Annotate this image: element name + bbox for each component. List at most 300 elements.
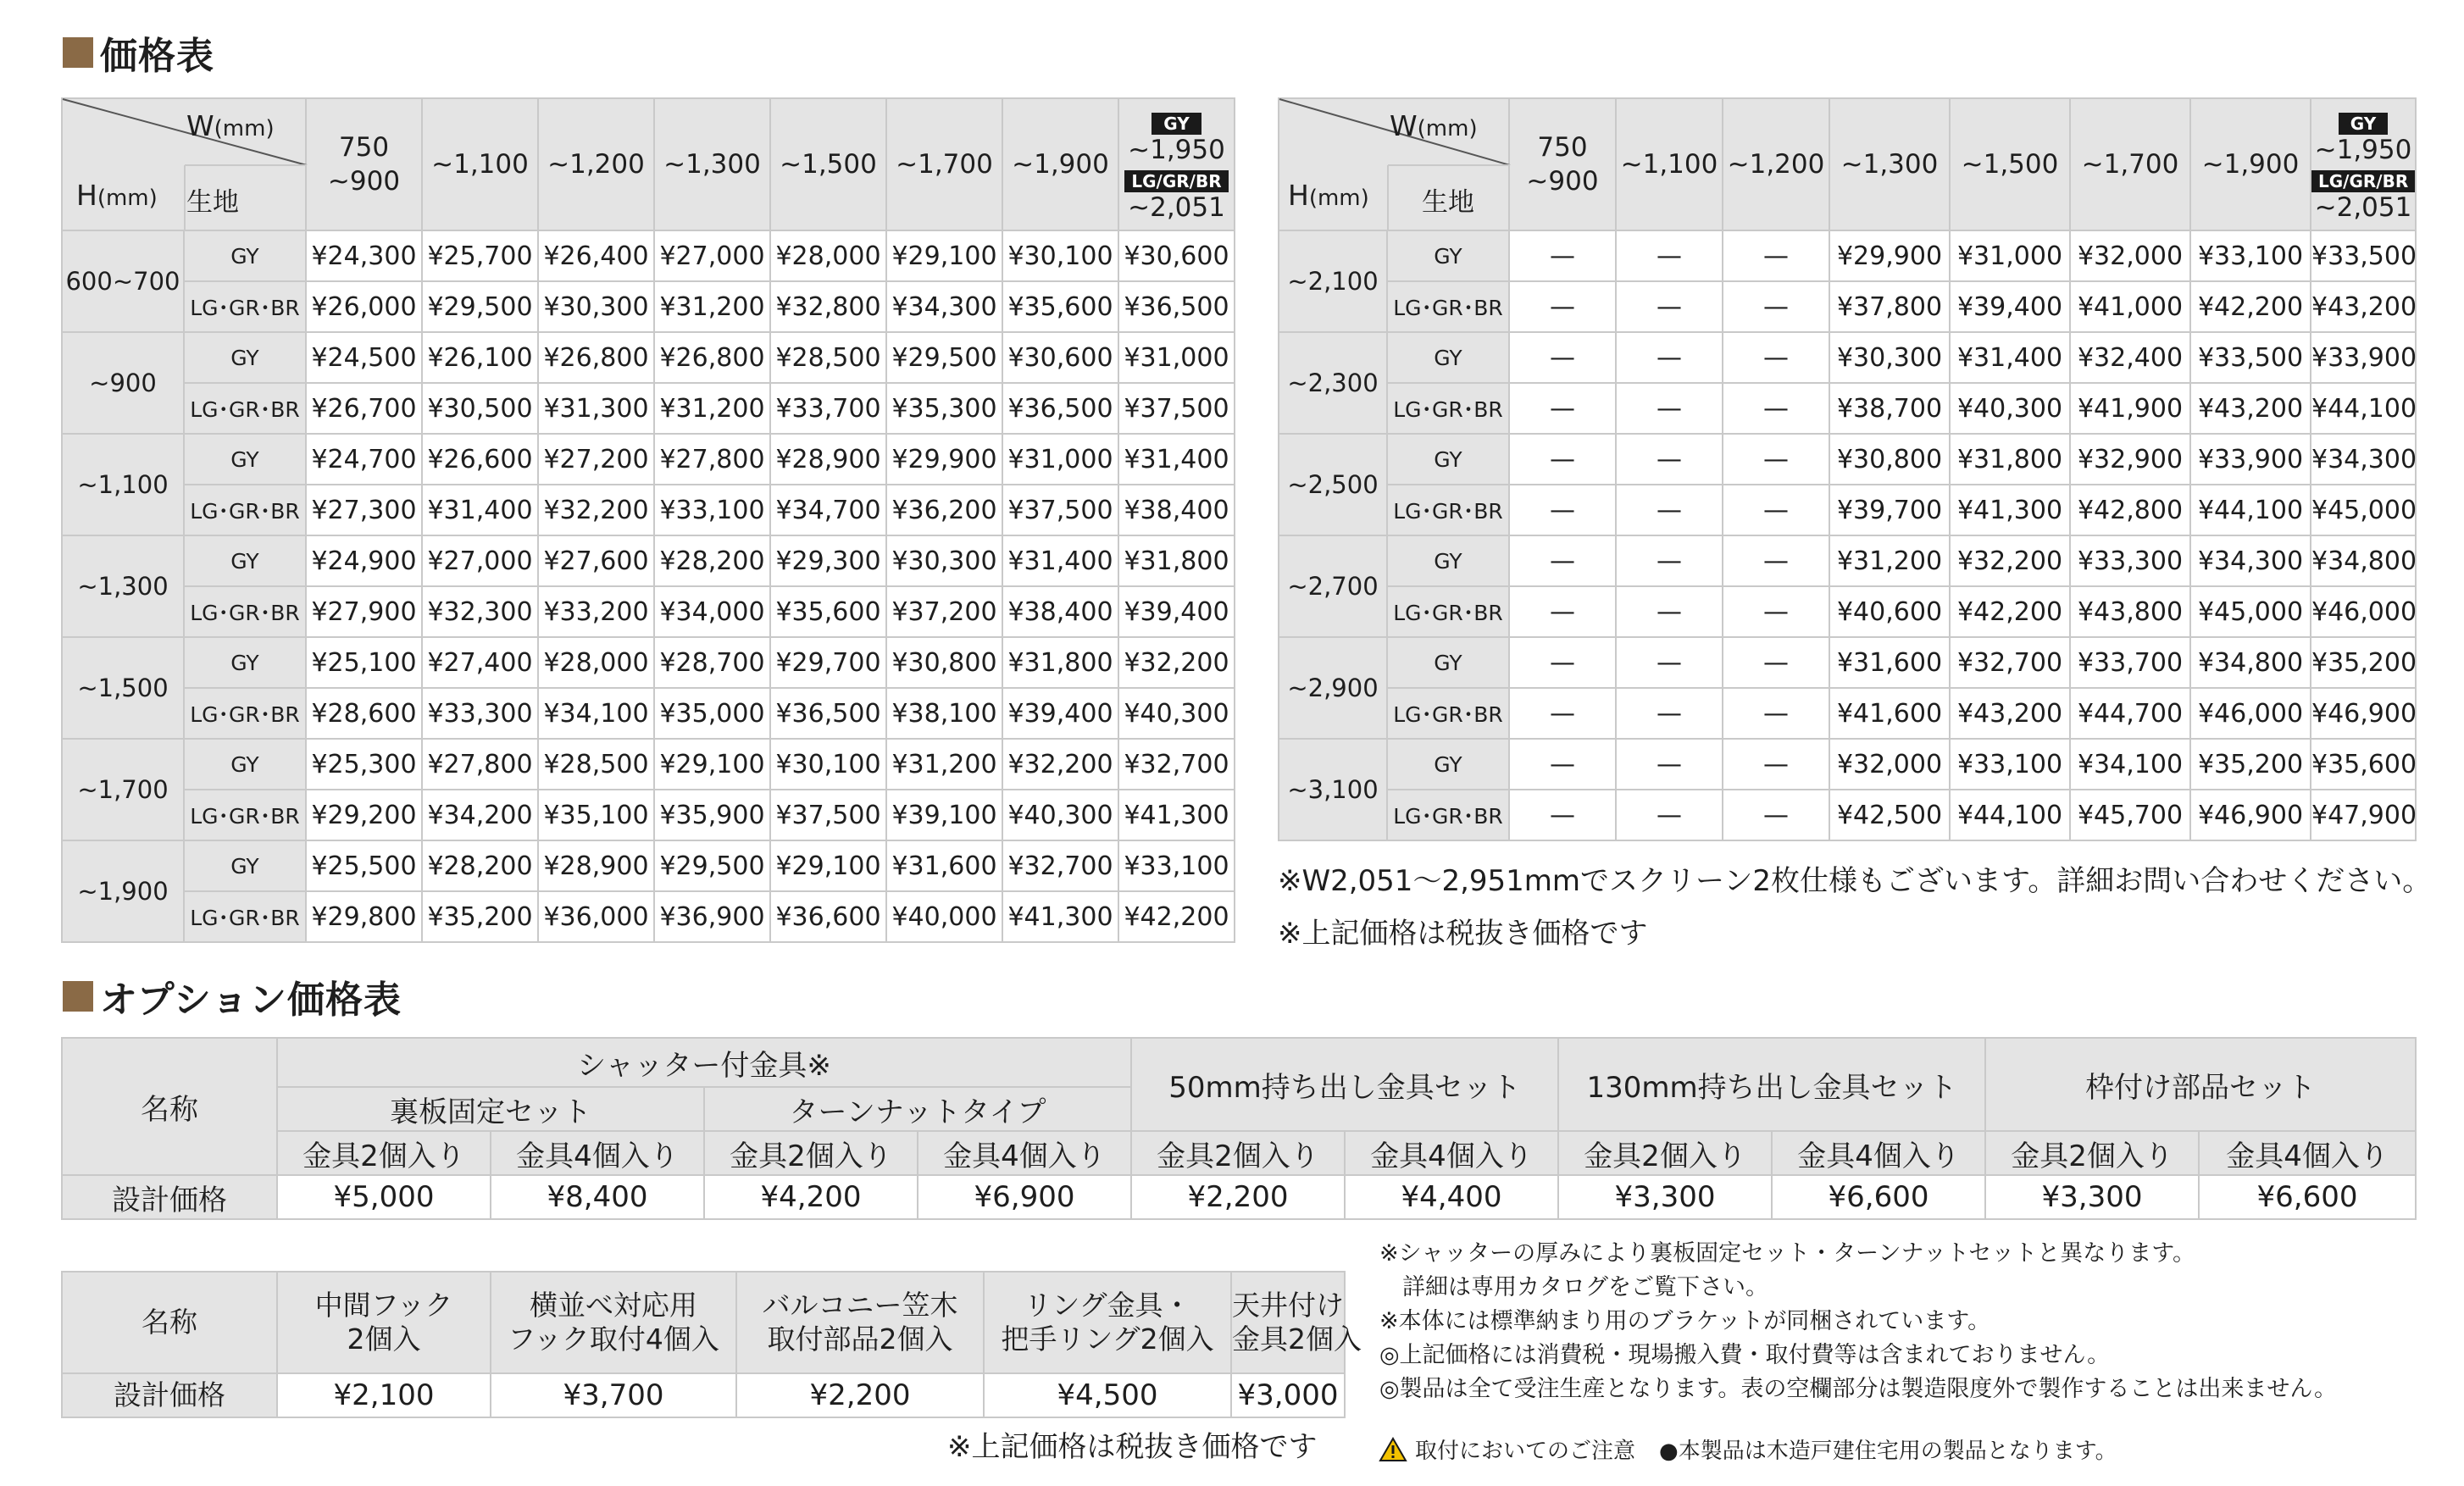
price-row [1279,637,2416,688]
price-cell: ¥39,700 [1829,485,1950,535]
width-col-header: ~1,500 [1950,98,2070,230]
price-cell: — [1616,535,1723,586]
price-row [62,383,1235,434]
price-cell: ¥27,800 [654,434,770,485]
option2-price-cell: ¥2,200 [736,1373,984,1417]
price-cell: ¥41,900 [2070,383,2190,434]
price-cell: ¥33,100 [654,485,770,535]
price-cell: ¥28,200 [422,840,538,891]
fabric-cell: GY [1387,739,1509,790]
price-cell: ¥29,100 [770,840,886,891]
price-cell: ¥35,100 [538,790,654,840]
qty-header: 金具4個入り [491,1131,704,1175]
width-col-header: ~1,500 [770,98,886,230]
price-cell: ¥32,700 [1950,637,2070,688]
price-cell: ¥36,500 [1118,281,1235,332]
fabric-cell: GY [1387,230,1509,281]
footnote-tax-excluded: ◎上記価格には消費税・現場搬入費・取付費等は含まれておりません。 [1379,1342,2111,1368]
price-cell: ¥36,600 [770,891,886,942]
price-table-left [61,97,1235,943]
price-cell: — [1616,281,1723,332]
price-cell: — [1616,332,1723,383]
height-range-cell: ~1,500 [62,637,184,739]
footnote-bracket: ※本体には標準納まり用のブラケットが同梱されています。 [1379,1308,1991,1334]
width-col-header: ~1,100 [1616,98,1723,230]
price-cell: ¥28,900 [770,434,886,485]
turn-nut-type-header: ターンナットタイプ [704,1087,1131,1131]
qty-header: 金具2個入り [1558,1131,1772,1175]
price-cell: ¥31,400 [1002,535,1118,586]
price-cell: ¥44,100 [1950,790,2070,840]
price-cell: ¥25,700 [422,230,538,281]
price-cell: ¥33,900 [2190,434,2311,485]
option-price-cell: ¥2,200 [1131,1175,1345,1219]
price-cell: ¥30,800 [886,637,1002,688]
width-col-header: ~1,300 [1829,98,1950,230]
price-cell: ¥35,000 [654,688,770,739]
price-cell: ¥35,200 [2311,637,2416,688]
height-range-cell: ~2,100 [1279,230,1387,332]
design-price-label: 設計価格 [62,1175,277,1219]
option-price-cell: ¥6,900 [918,1175,1131,1219]
price-cell: ¥27,000 [422,535,538,586]
option-price-table [61,1037,2417,1220]
price-note-tax: ※上記価格は税抜き価格です [1278,917,1648,951]
fabric-cell: GY [184,230,306,281]
option2-price-cell: ¥4,500 [984,1373,1231,1417]
price-cell: ¥31,400 [422,485,538,535]
price-cell: ¥25,500 [306,840,422,891]
fabric-cell: LG･GR･BR [1387,281,1509,332]
price-cell: ¥40,300 [1118,688,1235,739]
price-cell: ¥37,800 [1829,281,1950,332]
width-col-header: ~1,700 [2070,98,2190,230]
price-cell: ¥28,600 [306,688,422,739]
price-cell: ¥31,800 [1118,535,1235,586]
price-cell: — [1509,790,1616,840]
fabric-cell: GY [184,535,306,586]
price-cell: ¥42,500 [1829,790,1950,840]
fabric-cell: LG･GR･BR [1387,688,1509,739]
fabric-label: 生地 [1422,187,1474,218]
price-cell: ¥29,500 [422,281,538,332]
height-range-cell: ~2,700 [1279,535,1387,637]
price-cell: ¥44,700 [2070,688,2190,739]
price-cell: ¥33,100 [1950,739,2070,790]
price-cell: — [1509,485,1616,535]
price-row [62,790,1235,840]
fabric-cell: GY [184,637,306,688]
price-row [62,891,1235,942]
price-cell: ¥41,600 [1829,688,1950,739]
price-cell: ¥39,400 [1118,586,1235,637]
price-cell: ¥34,100 [538,688,654,739]
price-cell: ¥26,600 [422,434,538,485]
price-cell: ¥41,300 [1950,485,2070,535]
option-price-cell: ¥6,600 [2199,1175,2416,1219]
width-col-header: ~1,100 [422,98,538,230]
price-row [62,535,1235,586]
price-cell: ¥31,300 [538,383,654,434]
warning-right-text: ●本製品は木造戸建住宅用の製品となります。 [1659,1439,2117,1464]
price-row [62,434,1235,485]
badge-lg: LG/GR/BR [2311,170,2415,192]
price-cell: ¥31,000 [1950,230,2070,281]
price-cell: ¥30,600 [1002,332,1118,383]
price-cell: ¥33,300 [2070,535,2190,586]
price-table-title-text: 価格表 [100,35,214,78]
fabric-cell: LG･GR･BR [1387,586,1509,637]
price-cell: ¥32,700 [1118,739,1235,790]
price-row [62,637,1235,688]
price-row [62,739,1235,790]
price-cell: — [1616,739,1723,790]
width-col-header: ~1,200 [538,98,654,230]
option2-item-header: 横並べ対応用 フック取付4個入 [491,1272,736,1373]
option-price-cell: ¥5,000 [277,1175,491,1219]
price-cell: ¥32,300 [422,586,538,637]
price-cell: ¥37,500 [1118,383,1235,434]
price-cell: ¥38,400 [1002,586,1118,637]
price-cell: ¥37,500 [1002,485,1118,535]
price-cell: ¥31,400 [1950,332,2070,383]
option-price-cell: ¥6,600 [1772,1175,1985,1219]
option2-price-cell: ¥2,100 [277,1373,491,1417]
option2-item-header: 天井付け 金具2個入 [1231,1272,1345,1373]
price-cell: ¥31,000 [1002,434,1118,485]
price-cell: ¥38,700 [1829,383,1950,434]
price-cell: ¥45,000 [2190,586,2311,637]
price-cell: — [1723,485,1829,535]
price-cell: ¥31,600 [886,840,1002,891]
shutter-group-header: シャッター付金具※ [277,1038,1131,1087]
price-cell: ¥42,200 [1950,586,2070,637]
price-cell: — [1509,637,1616,688]
option-name-header: 名称 [62,1038,277,1175]
price-cell: ¥43,200 [2190,383,2311,434]
price-cell: ¥29,500 [886,332,1002,383]
price-cell: ¥26,700 [306,383,422,434]
fabric-cell: GY [184,840,306,891]
price-cell: ¥34,300 [886,281,1002,332]
footnote-made-to-order: ◎製品は全て受注生産となります。表の空欄部分は製造限度外で製作することは出来ません。 [1379,1376,2338,1402]
option-header-row [62,1038,2416,1087]
price-cell: ¥40,300 [1950,383,2070,434]
price-cell: ¥46,000 [2190,688,2311,739]
price-cell: — [1616,790,1723,840]
price-cell: ¥38,100 [886,688,1002,739]
price-cell: — [1723,281,1829,332]
option-table-title-text: オプション価格表 [100,979,402,1022]
50mm-group-header: 50mm持ち出し金具セット [1131,1038,1558,1131]
price-cell: ¥46,900 [2190,790,2311,840]
fabric-cell: LG･GR･BR [1387,790,1509,840]
price-cell: — [1723,230,1829,281]
fabric-cell: GY [184,332,306,383]
width-label: W(mm) [1390,109,1478,142]
price-cell: ¥32,200 [1118,637,1235,688]
price-cell: — [1616,434,1723,485]
price-cell: ¥45,700 [2070,790,2190,840]
price-cell: ¥42,200 [1118,891,1235,942]
price-cell: ¥39,400 [1950,281,2070,332]
option-price-cell: ¥4,400 [1345,1175,1558,1219]
price-cell: ¥39,400 [1002,688,1118,739]
price-cell: ¥28,900 [538,840,654,891]
price-cell: — [1723,434,1829,485]
price-cell: ¥33,500 [2190,332,2311,383]
height-label: H(mm) [1288,179,1369,212]
price-row [1279,535,2416,586]
price-cell: — [1723,790,1829,840]
height-range-cell: 600~700 [62,230,184,332]
price-cell: — [1723,688,1829,739]
price-cell: ¥30,500 [422,383,538,434]
price-cell: ¥30,300 [1829,332,1950,383]
price-cell: ¥31,200 [654,383,770,434]
price-cell: ¥33,700 [770,383,886,434]
price-cell: ¥32,200 [538,485,654,535]
height-range-cell: ~900 [62,332,184,434]
height-range-cell: ~1,300 [62,535,184,637]
price-cell: ¥43,800 [2070,586,2190,637]
price-cell: — [1616,485,1723,535]
option-price-table-2 [61,1271,1362,1418]
price-cell: ¥32,000 [1829,739,1950,790]
price-cell: — [1723,535,1829,586]
price-cell: — [1723,383,1829,434]
price-cell: ¥35,600 [1002,281,1118,332]
price-cell: ¥26,800 [654,332,770,383]
price-cell: ¥34,700 [770,485,886,535]
price-cell: — [1616,688,1723,739]
qty-header: 金具2個入り [1131,1131,1345,1175]
price-cell: — [1723,739,1829,790]
price-cell: ¥47,900 [2311,790,2416,840]
price-cell: ¥34,300 [2311,434,2416,485]
price-cell: ¥32,200 [1002,739,1118,790]
price-cell: ¥27,800 [422,739,538,790]
price-cell: ¥45,000 [2311,485,2416,535]
width-label: W(mm) [186,109,275,142]
price-cell: ¥31,600 [1829,637,1950,688]
option-price-row [62,1175,2416,1219]
height-range-cell: ~1,900 [62,840,184,942]
price-cell: ¥32,000 [2070,230,2190,281]
price-cell: ¥29,200 [306,790,422,840]
option-price-cell: ¥3,300 [1985,1175,2199,1219]
price-cell: ¥29,900 [886,434,1002,485]
price-cell: ¥30,300 [886,535,1002,586]
footnote-shutter: ※シャッターの厚みにより裏板固定セット・ターンナットセットと異なります。 [1379,1240,2196,1267]
price-cell: — [1723,332,1829,383]
price-cell: — [1509,230,1616,281]
height-range-cell: ~3,100 [1279,739,1387,840]
price-cell: — [1509,281,1616,332]
fabric-cell: LG･GR･BR [184,688,306,739]
fabric-cell: LG･GR･BR [1387,485,1509,535]
price-cell: — [1509,383,1616,434]
price-cell: ¥29,500 [654,840,770,891]
price-cell: ¥26,000 [306,281,422,332]
price-cell: — [1509,739,1616,790]
price-cell: — [1616,637,1723,688]
130mm-group-header: 130mm持ち出し金具セット [1558,1038,1985,1131]
table-corner-header [62,98,306,230]
price-cell: ¥24,700 [306,434,422,485]
price-cell: ¥30,300 [538,281,654,332]
option2-name-header: 名称 [62,1272,277,1373]
height-label: H(mm) [76,179,158,212]
fabric-cell: LG･GR･BR [184,281,306,332]
price-row [1279,586,2416,637]
width-col-header: ~1,300 [654,98,770,230]
price-cell: ¥32,800 [770,281,886,332]
price-cell: ¥33,900 [2311,332,2416,383]
option2-header-row [62,1272,1345,1373]
price-cell: ¥35,200 [2190,739,2311,790]
price-table-right [1278,97,2417,841]
price-cell: — [1509,332,1616,383]
option-price-cell: ¥3,300 [1558,1175,1772,1219]
price-cell: ¥34,800 [2190,637,2311,688]
price-cell: ¥33,200 [538,586,654,637]
qty-header: 金具4個入り [1345,1131,1558,1175]
price-cell: — [1509,535,1616,586]
fabric-cell: LG･GR･BR [184,891,306,942]
option2-tax-note: ※上記価格は税抜き価格です [947,1430,1318,1464]
back-plate-set-header: 裏板固定セット [277,1087,704,1131]
width-col-header: 750 ~900 [306,98,422,230]
fabric-cell: LG･GR･BR [184,790,306,840]
price-cell: ¥30,100 [770,739,886,790]
price-cell: ¥29,300 [770,535,886,586]
price-row [1279,739,2416,790]
price-cell: ¥40,000 [886,891,1002,942]
fabric-cell: GY [1387,332,1509,383]
price-cell: ¥29,900 [1829,230,1950,281]
option-qty-row [62,1131,2416,1175]
price-row [1279,332,2416,383]
width-col-header: ~1,200 [1723,98,1829,230]
price-cell: ¥34,300 [2190,535,2311,586]
price-cell: ¥31,000 [1118,332,1235,383]
price-cell: ¥36,500 [1002,383,1118,434]
width-col-header: ~1,900 [2190,98,2311,230]
price-cell: ¥37,500 [770,790,886,840]
price-row [62,281,1235,332]
price-cell: ¥36,500 [770,688,886,739]
price-table-header-row [62,98,1235,230]
price-cell: ¥33,500 [2311,230,2416,281]
price-cell: ¥26,800 [538,332,654,383]
price-cell: ¥25,100 [306,637,422,688]
price-cell: ¥38,400 [1118,485,1235,535]
price-row [1279,790,2416,840]
price-cell: — [1616,586,1723,637]
price-cell: ¥36,200 [886,485,1002,535]
height-range-cell: ~2,300 [1279,332,1387,434]
price-cell: ¥33,100 [1118,840,1235,891]
price-cell: ¥31,200 [886,739,1002,790]
price-row [62,230,1235,281]
height-range-cell: ~2,500 [1279,434,1387,535]
price-cell: ¥30,600 [1118,230,1235,281]
price-cell: ¥27,400 [422,637,538,688]
price-cell: ¥25,300 [306,739,422,790]
price-cell: ¥33,700 [2070,637,2190,688]
price-cell: ¥41,000 [2070,281,2190,332]
price-cell: ¥24,900 [306,535,422,586]
price-cell: ¥34,100 [2070,739,2190,790]
qty-header: 金具2個入り [704,1131,918,1175]
price-cell: ¥29,800 [306,891,422,942]
price-note-two-screens: ※W2,051～2,951mmでスクリーン2枚仕様もございます。詳細お問い合わせください。 [1278,864,2432,898]
price-cell: ¥31,800 [1950,434,2070,485]
price-cell: ¥43,200 [1950,688,2070,739]
price-cell: ¥27,000 [654,230,770,281]
fabric-cell: LG･GR･BR [1387,383,1509,434]
price-cell: ¥27,600 [538,535,654,586]
price-cell: ¥32,400 [2070,332,2190,383]
price-row [62,688,1235,739]
price-cell: — [1723,586,1829,637]
option2-price-cell: ¥3,000 [1231,1373,1345,1417]
price-cell: ¥36,900 [654,891,770,942]
price-cell: ¥34,200 [422,790,538,840]
price-cell: ¥35,200 [422,891,538,942]
price-cell: ¥34,000 [654,586,770,637]
price-cell: ¥42,800 [2070,485,2190,535]
fabric-cell: LG･GR･BR [184,383,306,434]
width-col-header-last: GY ~1,950 LG/GR/BR ~2,051 [1118,98,1235,230]
price-cell: ¥44,100 [2190,485,2311,535]
price-cell: ¥31,200 [654,281,770,332]
option2-price-row [62,1373,1345,1417]
price-cell: ¥28,500 [770,332,886,383]
option2-item-header: 中間フック 2個入 [277,1272,491,1373]
option2-price-cell: ¥3,700 [491,1373,736,1417]
qty-header: 金具4個入り [2199,1131,2416,1175]
qty-header: 金具4個入り [918,1131,1131,1175]
warning-icon [1379,1438,1407,1461]
price-cell: ¥29,100 [654,739,770,790]
price-row [1279,230,2416,281]
price-cell: ¥24,300 [306,230,422,281]
price-row [1279,688,2416,739]
price-cell: ¥33,300 [422,688,538,739]
title-square-icon [63,981,93,1012]
badge-lg: LG/GR/BR [1124,170,1228,192]
width-col-header: ~1,900 [1002,98,1118,230]
price-cell: ¥39,100 [886,790,1002,840]
price-row [1279,434,2416,485]
price-cell: ¥35,300 [886,383,1002,434]
option2-item-header: バルコニー笠木 取付部品2個入 [736,1272,984,1373]
fabric-cell: LG･GR･BR [184,485,306,535]
price-cell: ¥27,900 [306,586,422,637]
height-range-cell: ~2,900 [1279,637,1387,739]
price-table-title [63,25,214,80]
price-cell: — [1723,637,1829,688]
frame-group-header: 枠付け部品セット [1985,1038,2416,1131]
qty-header: 金具2個入り [1985,1131,2199,1175]
height-range-cell: ~1,700 [62,739,184,840]
price-cell: ¥34,800 [2311,535,2416,586]
table-corner-header [1279,98,1509,230]
height-range-cell: ~1,100 [62,434,184,535]
price-cell: ¥29,700 [770,637,886,688]
